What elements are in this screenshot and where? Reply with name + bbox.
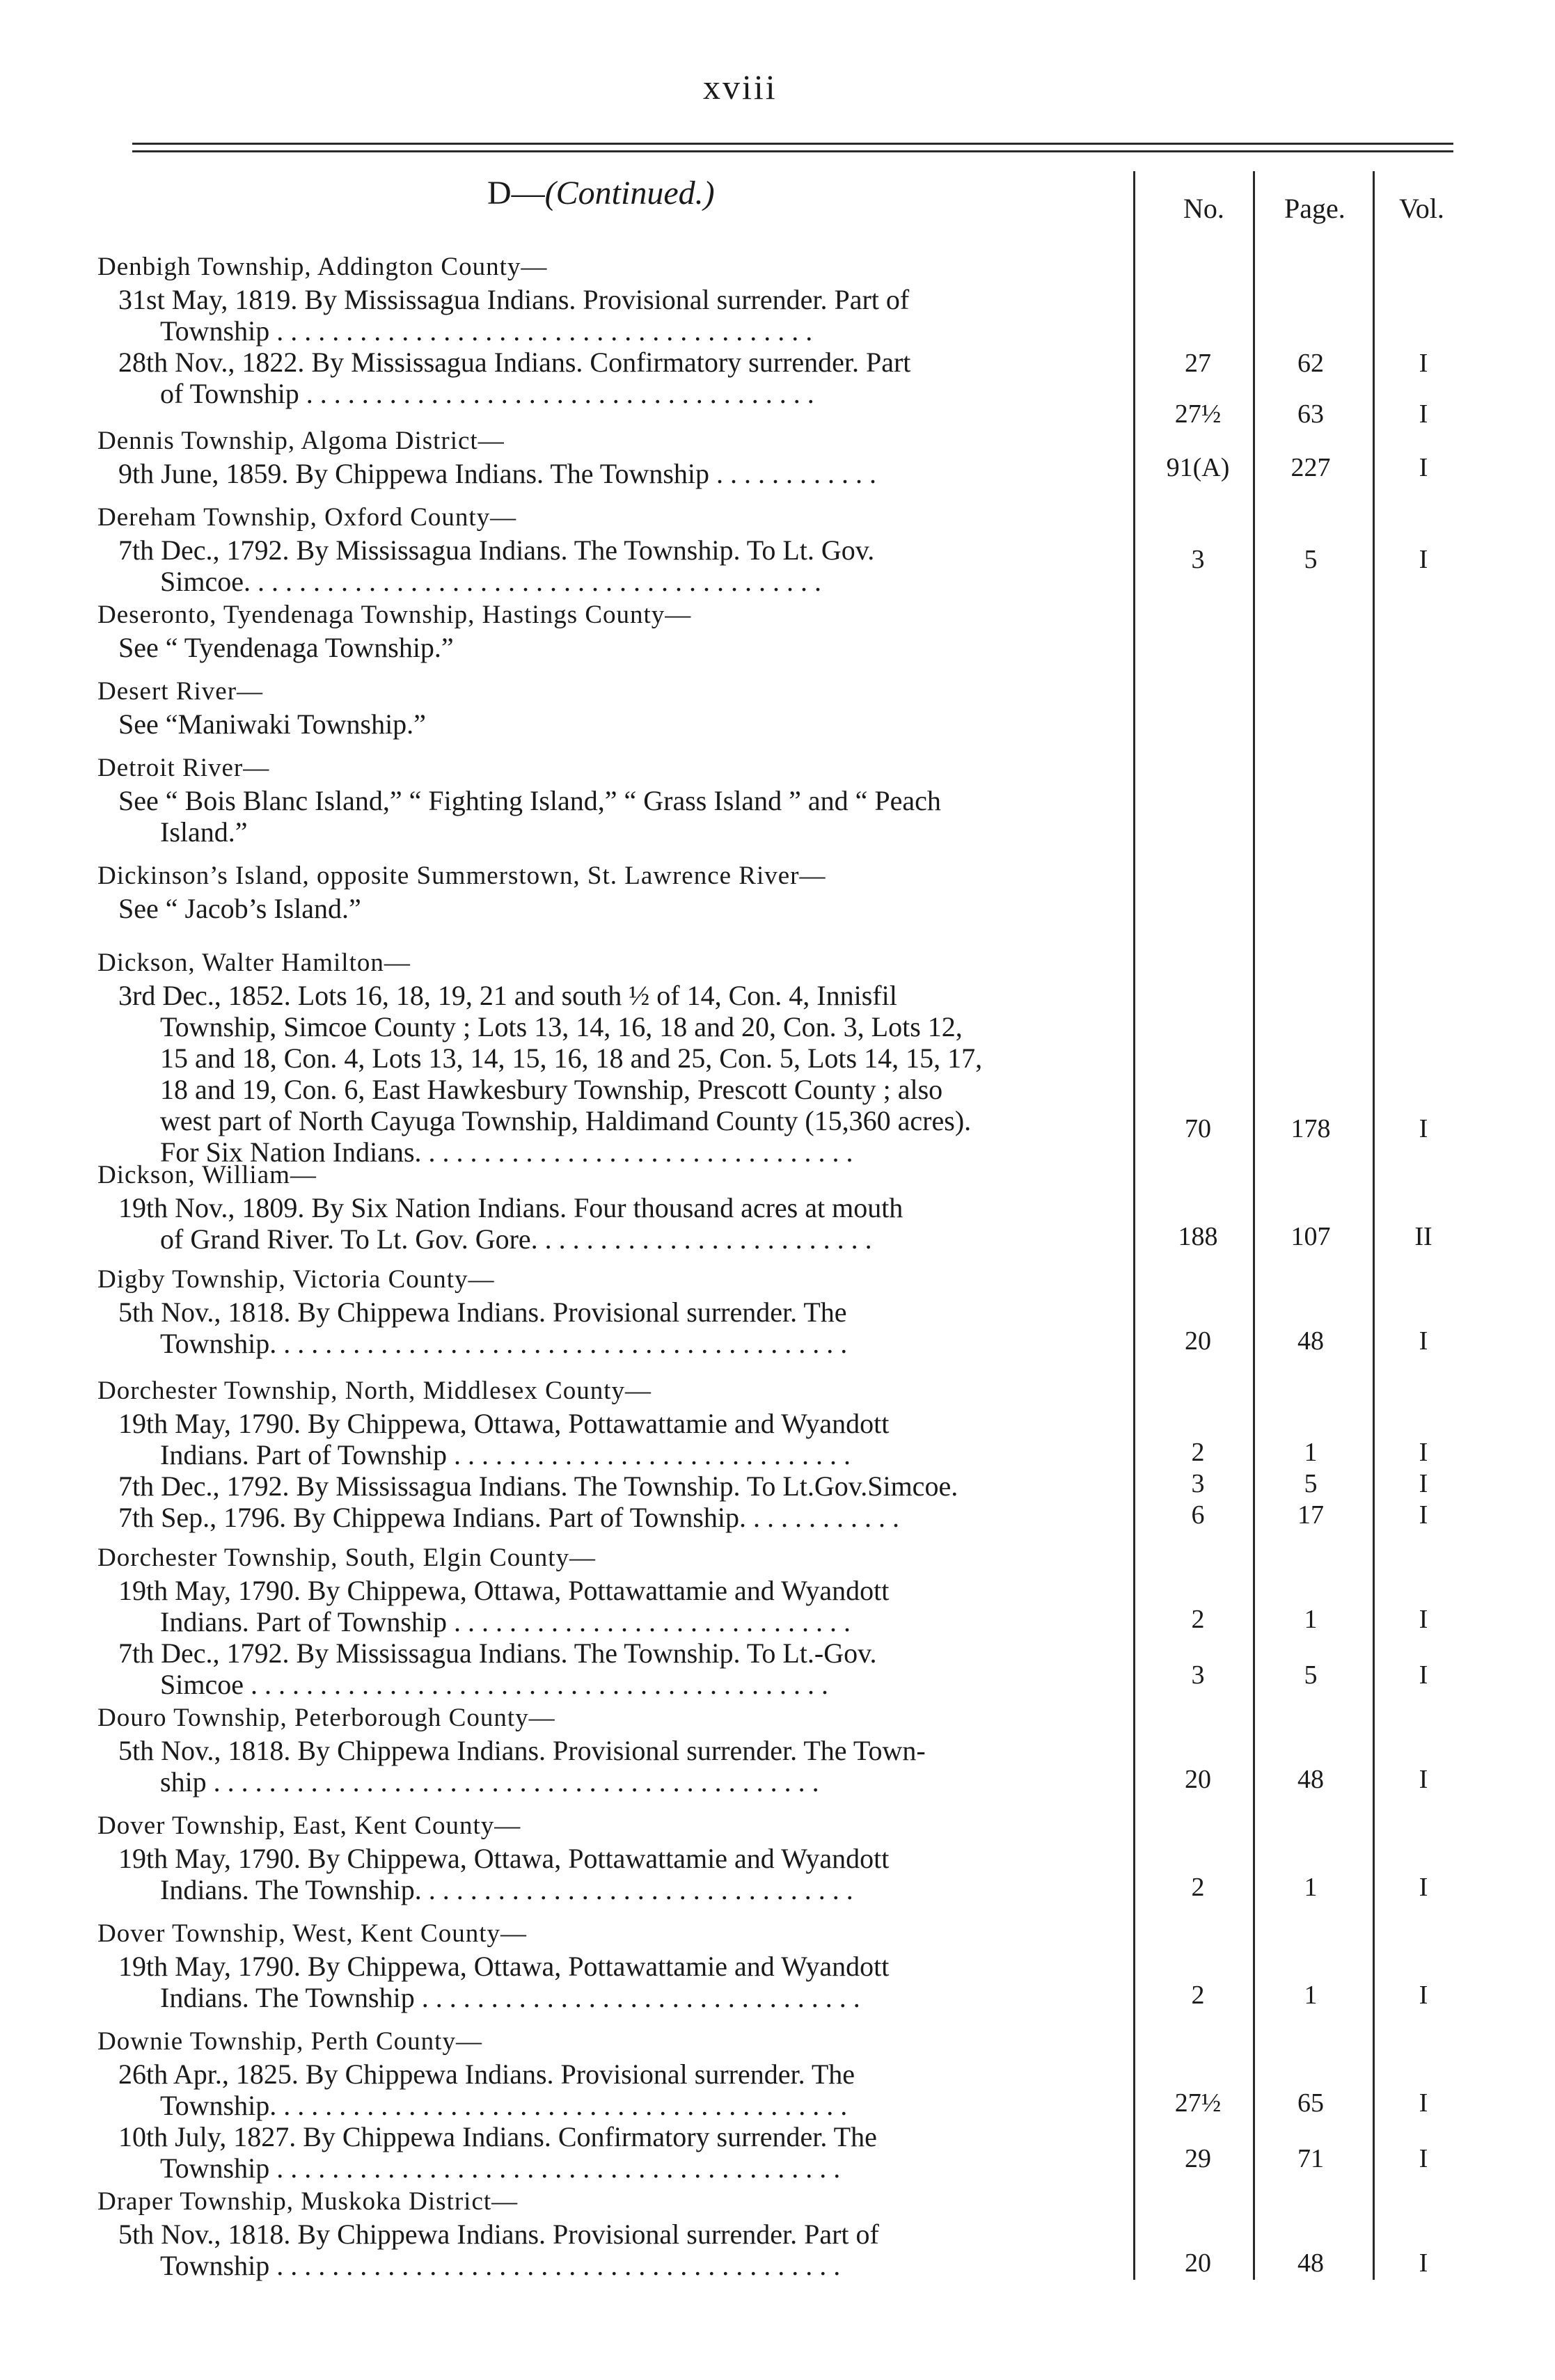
ref-vol: I <box>1419 1469 1428 1498</box>
entry-line: 7th Dec., 1792. By Mississagua Indians. The Township. To Lt. Gov. <box>118 534 875 566</box>
ref-vol: I <box>1419 1114 1428 1143</box>
ref-vol: I <box>1419 1605 1428 1634</box>
ref-vol: I <box>1419 1765 1428 1794</box>
index-entry <box>97 1701 1128 1798</box>
ref-no: 3 <box>1191 1469 1205 1498</box>
entry-line: Island.” <box>160 816 248 848</box>
ref-vol: I <box>1419 399 1428 429</box>
ref-page: 1 <box>1304 1981 1318 2010</box>
entry-line: of Grand River. To Lt. Gov. Gore. . . . . . . . . . . . . . . . . . . . . . . . . <box>160 1223 872 1255</box>
entry-heading: Digby Township, Victoria County— <box>97 1265 495 1294</box>
ref-vol: I <box>1419 1326 1428 1356</box>
ref-vol: I <box>1419 2144 1428 2173</box>
ref-no: 27½ <box>1174 399 1222 429</box>
entry-line: 18 and 19, Con. 6, East Hawkesbury Township, Prescott County ; also <box>160 1074 943 1105</box>
entry-heading: Desert River— <box>97 677 264 706</box>
entry-line: 19th Nov., 1809. By Six Nation Indians. Four thousand acres at mouth <box>118 1192 903 1223</box>
entry-heading: Dover Township, East, Kent County— <box>97 1811 521 1840</box>
ref-vol: I <box>1419 1438 1428 1467</box>
ref-vol: II <box>1414 1222 1432 1251</box>
index-entry <box>97 1374 1128 1533</box>
entry-heading: Dereham Township, Oxford County— <box>97 503 517 532</box>
section-letter: D— <box>487 175 545 212</box>
entry-heading: Draper Township, Muskoka District— <box>97 2187 519 2216</box>
entry-heading: Downie Township, Perth County— <box>97 2027 482 2056</box>
ref-page: 5 <box>1304 1469 1318 1498</box>
entry-line: ship . . . . . . . . . . . . . . . . . . . . . . . . . . . . . . . . . . . . . . . . . . . . <box>160 1766 819 1798</box>
entry-heading: Dickson, Walter Hamilton— <box>97 949 411 977</box>
ref-no: 2 <box>1191 1438 1205 1467</box>
header-rule-bottom <box>132 150 1453 152</box>
ref-page: 65 <box>1297 2088 1324 2118</box>
entry-heading: Detroit River— <box>97 754 270 782</box>
entry-heading: Dover Township, West, Kent County— <box>97 1919 527 1948</box>
ref-vol: I <box>1419 1500 1428 1530</box>
ref-no: 20 <box>1185 1765 1211 1794</box>
ref-no: 20 <box>1185 2248 1211 2278</box>
entry-line: For Six Nation Indians. . . . . . . . . . . . . . . . . . . . . . . . . . . . . . . . <box>160 1136 853 1168</box>
index-entry <box>97 859 1128 924</box>
entry-line: Indians. Part of Township . . . . . . . . . . . . . . . . . . . . . . . . . . . . . <box>160 1606 851 1637</box>
column-divider <box>1373 171 1375 2280</box>
index-entry <box>97 425 1128 489</box>
column-header-vol: Vol. <box>1399 193 1444 224</box>
ref-page: 62 <box>1297 349 1324 378</box>
index-entry <box>97 1159 1128 1255</box>
section-continued: (Continued.) <box>544 175 715 212</box>
ref-page: 1 <box>1304 1605 1318 1634</box>
ref-vol: I <box>1419 545 1428 574</box>
ref-vol: I <box>1419 2248 1428 2278</box>
entry-line: 19th May, 1790. By Chippewa, Ottawa, Pottawattamie and Wyandott <box>118 1575 890 1606</box>
index-entry <box>97 1541 1128 1700</box>
ref-no: 6 <box>1191 1500 1205 1530</box>
entry-line: 7th Sep., 1796. By Chippewa Indians. Part of Township. . . . . . . . . . . . <box>118 1502 899 1533</box>
index-entry <box>97 675 1128 740</box>
entry-line: 19th May, 1790. By Chippewa, Ottawa, Pottawattamie and Wyandott <box>118 1408 890 1439</box>
ref-page: 63 <box>1297 399 1324 429</box>
entry-line: 9th June, 1859. By Chippewa Indians. The Township . . . . . . . . . . . . <box>118 458 877 489</box>
ref-no: 20 <box>1185 1326 1211 1356</box>
entry-line: west part of North Cayuga Township, Haldimand County (15,360 acres). <box>160 1105 972 1136</box>
ref-vol: I <box>1419 1660 1428 1690</box>
index-entry <box>97 2185 1128 2281</box>
entry-heading: Dickinson’s Island, opposite Summerstown, St. Lawrence River— <box>97 862 826 890</box>
entry-line: Indians. The Township. . . . . . . . . . . . . . . . . . . . . . . . . . . . . . . . <box>160 1874 853 1905</box>
ref-no: 70 <box>1185 1114 1211 1143</box>
entry-line: 19th May, 1790. By Chippewa, Ottawa, Pottawattamie and Wyandott <box>118 1843 890 1874</box>
ref-vol: I <box>1419 1873 1428 1902</box>
index-entry <box>97 2025 1128 2184</box>
entry-line: 15 and 18, Con. 4, Lots 13, 14, 15, 16, 18 and 25, Con. 5, Lots 14, 15, 17, <box>160 1042 983 1074</box>
column-header-page: Page. <box>1284 193 1345 224</box>
entry-line: Township, Simcoe County ; Lots 13, 14, 16, 18 and 20, Con. 3, Lots 12, <box>160 1011 963 1042</box>
page-number: xviii <box>703 68 778 106</box>
ref-page: 227 <box>1290 453 1331 482</box>
ref-no: 27½ <box>1174 2088 1222 2118</box>
entry-line: Indians. The Township . . . . . . . . . . . . . . . . . . . . . . . . . . . . . . . . <box>160 1982 860 2013</box>
entry-line: 28th Nov., 1822. By Mississagua Indians. Confirmatory surrender. Part <box>118 347 911 378</box>
entry-line: 7th Dec., 1792. By Mississagua Indians. The Township. To Lt.Gov.Simcoe. <box>118 1470 958 1502</box>
ref-page: 1 <box>1304 1438 1318 1467</box>
entry-heading: Dorchester Township, South, Elgin County— <box>97 1544 597 1572</box>
ref-no: 29 <box>1185 2144 1211 2173</box>
ref-no: 188 <box>1178 1222 1218 1251</box>
index-entry <box>97 1263 1128 1359</box>
ref-page: 1 <box>1304 1873 1318 1902</box>
index-entry <box>97 251 1128 409</box>
entry-line: See “Maniwaki Township.” <box>118 708 426 740</box>
entry-heading: Dorchester Township, North, Middlesex County— <box>97 1377 652 1405</box>
index-entry <box>97 752 1128 848</box>
column-divider <box>1253 171 1255 2280</box>
ref-no: 27 <box>1185 349 1211 378</box>
ref-no: 2 <box>1191 1873 1205 1902</box>
entry-line: 5th Nov., 1818. By Chippewa Indians. Provisional surrender. Part of <box>118 2219 879 2250</box>
entry-line: 31st May, 1819. By Mississagua Indians. Provisional surrender. Part of <box>118 284 910 315</box>
column-header-no: No. <box>1183 193 1224 224</box>
ref-page: 17 <box>1297 1500 1324 1530</box>
entry-line: See “ Bois Blanc Island,” “ Fighting Island,” “ Grass Island ” and “ Peach <box>118 785 941 816</box>
ref-no: 2 <box>1191 1605 1205 1634</box>
entry-line: Simcoe . . . . . . . . . . . . . . . . . . . . . . . . . . . . . . . . . . . . . . . . . . <box>160 1669 828 1700</box>
ref-page: 5 <box>1304 1660 1318 1690</box>
entry-line: 3rd Dec., 1852. Lots 16, 18, 19, 21 and south ½ of 14, Con. 4, Innisfil <box>118 980 897 1011</box>
entry-line: Township . . . . . . . . . . . . . . . . . . . . . . . . . . . . . . . . . . . . . . . . . <box>160 2250 841 2281</box>
ref-vol: I <box>1419 453 1428 482</box>
ref-page: 48 <box>1297 2248 1324 2278</box>
ref-vol: I <box>1419 349 1428 378</box>
entry-line: Simcoe. . . . . . . . . . . . . . . . . . . . . . . . . . . . . . . . . . . . . . . . . . <box>160 566 821 597</box>
ref-no: 3 <box>1191 545 1205 574</box>
entry-line: 7th Dec., 1792. By Mississagua Indians. The Township. To Lt.-Gov. <box>118 1637 877 1669</box>
entry-line: Township. . . . . . . . . . . . . . . . . . . . . . . . . . . . . . . . . . . . . . . . . . <box>160 2090 848 2121</box>
ref-page: 48 <box>1297 1765 1324 1794</box>
index-entry <box>97 1917 1128 2013</box>
entry-line: 5th Nov., 1818. By Chippewa Indians. Provisional surrender. The Town- <box>118 1735 926 1766</box>
entry-line: Township . . . . . . . . . . . . . . . . . . . . . . . . . . . . . . . . . . . . . . . <box>160 315 813 347</box>
index-entry <box>97 1809 1128 1905</box>
entry-heading: Deseronto, Tyendenaga Township, Hastings County— <box>97 601 692 629</box>
ref-page: 71 <box>1297 2144 1324 2173</box>
entry-line: See “ Tyendenaga Township.” <box>118 632 454 663</box>
ref-no: 91(A) <box>1166 453 1230 482</box>
ref-vol: I <box>1419 2088 1428 2118</box>
index-entry <box>97 946 1128 1168</box>
entry-line: Indians. Part of Township . . . . . . . . . . . . . . . . . . . . . . . . . . . . . <box>160 1439 851 1470</box>
entry-line: Township . . . . . . . . . . . . . . . . . . . . . . . . . . . . . . . . . . . . . . . . . <box>160 2152 841 2184</box>
ref-no: 2 <box>1191 1981 1205 2010</box>
entry-heading: Douro Township, Peterborough County— <box>97 1704 555 1732</box>
ref-page: 5 <box>1304 545 1318 574</box>
entry-line: 10th July, 1827. By Chippewa Indians. Confirmatory surrender. The <box>118 2121 877 2152</box>
ref-page: 107 <box>1290 1222 1331 1251</box>
entry-line: 5th Nov., 1818. By Chippewa Indians. Provisional surrender. The <box>118 1296 847 1328</box>
entry-line: Township. . . . . . . . . . . . . . . . . . . . . . . . . . . . . . . . . . . . . . . . . . <box>160 1328 848 1359</box>
index-entry <box>97 501 1128 597</box>
ref-page: 178 <box>1290 1114 1331 1143</box>
ref-page: 48 <box>1297 1326 1324 1356</box>
entry-line: 26th Apr., 1825. By Chippewa Indians. Provisional surrender. The <box>118 2058 855 2090</box>
index-entry <box>97 598 1128 663</box>
ref-vol: I <box>1419 1981 1428 2010</box>
ref-no: 3 <box>1191 1660 1205 1690</box>
entry-line: See “ Jacob’s Island.” <box>118 893 361 924</box>
entry-line: 19th May, 1790. By Chippewa, Ottawa, Pottawattamie and Wyandott <box>118 1951 890 1982</box>
entry-line: of Township . . . . . . . . . . . . . . . . . . . . . . . . . . . . . . . . . . . . . <box>160 378 814 409</box>
section-heading <box>487 174 1114 223</box>
entry-heading: Dennis Township, Algoma District— <box>97 427 505 455</box>
entry-heading: Dickson, William— <box>97 1161 317 1189</box>
header-rule-top <box>132 143 1453 145</box>
column-divider <box>1133 171 1135 2280</box>
entry-heading: Denbigh Township, Addington County— <box>97 253 548 281</box>
